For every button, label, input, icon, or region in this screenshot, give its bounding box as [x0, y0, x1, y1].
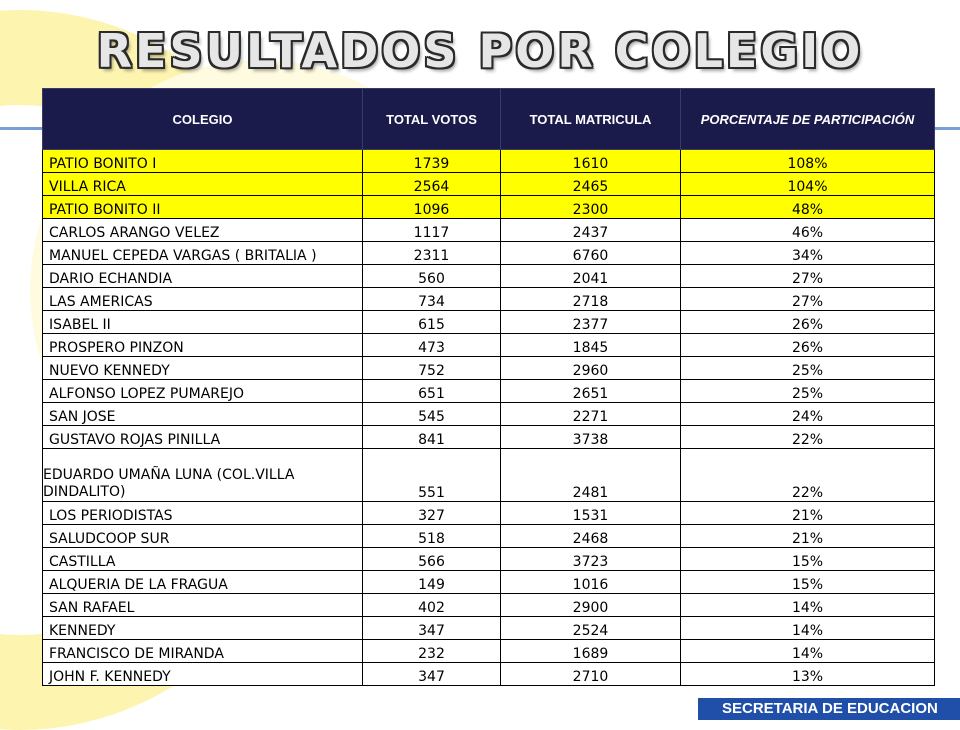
cell-total-votos: 560 [363, 265, 501, 288]
cell-colegio: DARIO ECHANDIA [43, 265, 363, 288]
cell-porcentaje: 27% [681, 288, 935, 311]
table-row [43, 502, 935, 525]
cell-porcentaje: 25% [681, 357, 935, 380]
table-row [43, 380, 935, 403]
cell-porcentaje: 22% [681, 449, 935, 502]
cell-total-votos: 2311 [363, 242, 501, 265]
cell-total-matricula: 2900 [501, 594, 681, 617]
cell-porcentaje: 34% [681, 242, 935, 265]
table-row [43, 663, 935, 686]
cell-colegio: PATIO BONITO II [43, 196, 363, 219]
table-header-row [43, 89, 935, 150]
cell-total-votos: 402 [363, 594, 501, 617]
cell-total-votos: 347 [363, 617, 501, 640]
cell-total-matricula: 2718 [501, 288, 681, 311]
header-total-votos: TOTAL VOTOS [363, 89, 501, 150]
table-row [43, 617, 935, 640]
cell-total-matricula: 3723 [501, 548, 681, 571]
cell-total-matricula: 2465 [501, 173, 681, 196]
cell-colegio: NUEVO KENNEDY [43, 357, 363, 380]
cell-porcentaje: 14% [681, 594, 935, 617]
table-row [43, 311, 935, 334]
cell-total-matricula: 1610 [501, 150, 681, 173]
cell-colegio: SAN RAFAEL [43, 594, 363, 617]
cell-colegio: EDUARDO UMAÑA LUNA (COL.VILLA DINDALITO) [43, 449, 363, 502]
cell-total-votos: 615 [363, 311, 501, 334]
table-row [43, 403, 935, 426]
cell-total-matricula: 2468 [501, 525, 681, 548]
cell-total-matricula: 2377 [501, 311, 681, 334]
cell-colegio: SALUDCOOP SUR [43, 525, 363, 548]
cell-total-matricula: 2960 [501, 357, 681, 380]
table-row [43, 449, 935, 502]
cell-colegio: ALFONSO LOPEZ PUMAREJO [43, 380, 363, 403]
cell-porcentaje: 24% [681, 403, 935, 426]
footer-secretaria: SECRETARIA DE EDUCACION [698, 698, 960, 720]
cell-porcentaje: 46% [681, 219, 935, 242]
header-porcentaje: PORCENTAJE DE PARTICIPACIÓN [681, 89, 935, 150]
cell-total-matricula: 2651 [501, 380, 681, 403]
cell-total-votos: 347 [363, 663, 501, 686]
table-row [43, 219, 935, 242]
cell-colegio: JOHN F. KENNEDY [43, 663, 363, 686]
cell-total-votos: 551 [363, 449, 501, 502]
cell-colegio: MANUEL CEPEDA VARGAS ( BRITALIA ) [43, 242, 363, 265]
cell-total-votos: 1739 [363, 150, 501, 173]
cell-colegio: VILLA RICA [43, 173, 363, 196]
table-body [43, 150, 935, 686]
cell-porcentaje: 108% [681, 150, 935, 173]
cell-total-votos: 473 [363, 334, 501, 357]
cell-total-matricula: 2524 [501, 617, 681, 640]
header-total-matricula: TOTAL MATRICULA [501, 89, 681, 150]
cell-total-votos: 734 [363, 288, 501, 311]
cell-total-votos: 651 [363, 380, 501, 403]
cell-total-matricula: 2437 [501, 219, 681, 242]
cell-porcentaje: 14% [681, 640, 935, 663]
cell-total-votos: 545 [363, 403, 501, 426]
cell-total-votos: 232 [363, 640, 501, 663]
table-row [43, 265, 935, 288]
results-table [42, 88, 935, 686]
cell-porcentaje: 104% [681, 173, 935, 196]
cell-porcentaje: 14% [681, 617, 935, 640]
cell-porcentaje: 15% [681, 571, 935, 594]
cell-total-votos: 752 [363, 357, 501, 380]
cell-colegio: LOS PERIODISTAS [43, 502, 363, 525]
cell-total-votos: 841 [363, 426, 501, 449]
table-row [43, 334, 935, 357]
cell-colegio: LAS AMERICAS [43, 288, 363, 311]
cell-total-matricula: 6760 [501, 242, 681, 265]
table-row [43, 150, 935, 173]
cell-colegio: PATIO BONITO I [43, 150, 363, 173]
table-row [43, 525, 935, 548]
cell-porcentaje: 48% [681, 196, 935, 219]
cell-colegio: SAN JOSE [43, 403, 363, 426]
cell-total-votos: 2564 [363, 173, 501, 196]
cell-total-matricula: 3738 [501, 426, 681, 449]
table-row [43, 548, 935, 571]
cell-porcentaje: 25% [681, 380, 935, 403]
cell-total-votos: 566 [363, 548, 501, 571]
cell-total-votos: 1117 [363, 219, 501, 242]
cell-total-votos: 327 [363, 502, 501, 525]
cell-colegio: GUSTAVO ROJAS PINILLA [43, 426, 363, 449]
cell-total-matricula: 2481 [501, 449, 681, 502]
cell-total-votos: 149 [363, 571, 501, 594]
cell-colegio: FRANCISCO DE MIRANDA [43, 640, 363, 663]
cell-total-votos: 1096 [363, 196, 501, 219]
table-row [43, 594, 935, 617]
cell-colegio: PROSPERO PINZON [43, 334, 363, 357]
table-row [43, 196, 935, 219]
cell-total-matricula: 2271 [501, 403, 681, 426]
cell-colegio: CASTILLA [43, 548, 363, 571]
cell-porcentaje: 13% [681, 663, 935, 686]
table-row [43, 571, 935, 594]
cell-colegio: ISABEL II [43, 311, 363, 334]
table-row [43, 288, 935, 311]
table-row [43, 640, 935, 663]
cell-total-matricula: 1689 [501, 640, 681, 663]
cell-porcentaje: 21% [681, 525, 935, 548]
cell-total-matricula: 2300 [501, 196, 681, 219]
cell-total-matricula: 2041 [501, 265, 681, 288]
cell-porcentaje: 26% [681, 311, 935, 334]
cell-colegio: KENNEDY [43, 617, 363, 640]
cell-total-matricula: 1845 [501, 334, 681, 357]
cell-porcentaje: 22% [681, 426, 935, 449]
cell-total-matricula: 1016 [501, 571, 681, 594]
page-title: RESULTADOS POR COLEGIO [96, 24, 864, 78]
cell-colegio: ALQUERIA DE LA FRAGUA [43, 571, 363, 594]
table-row [43, 173, 935, 196]
cell-porcentaje: 26% [681, 334, 935, 357]
cell-total-matricula: 2710 [501, 663, 681, 686]
cell-porcentaje: 15% [681, 548, 935, 571]
table-row [43, 357, 935, 380]
cell-colegio: CARLOS ARANGO VELEZ [43, 219, 363, 242]
table-row [43, 242, 935, 265]
table-row [43, 426, 935, 449]
cell-porcentaje: 27% [681, 265, 935, 288]
cell-porcentaje: 21% [681, 502, 935, 525]
header-colegio: COLEGIO [43, 89, 363, 150]
cell-total-matricula: 1531 [501, 502, 681, 525]
cell-total-votos: 518 [363, 525, 501, 548]
